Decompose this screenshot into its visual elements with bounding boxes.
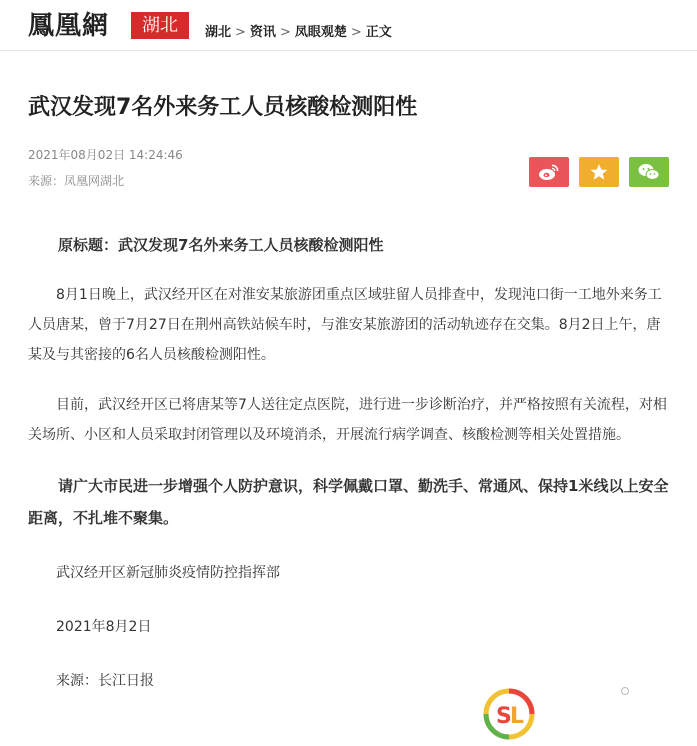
weibo-icon xyxy=(538,162,560,182)
body-paragraph: 目前，武汉经开区已将唐某等7人送往定点医院，进行进一步诊断治疗，并严格按照有关流程，对相关场所、小区和人员采取封闭管理以及环境消杀，开展流行病学调查、核酸检测等相关处置措施。 xyxy=(28,397,667,443)
site-header xyxy=(0,0,697,51)
star-icon xyxy=(589,162,609,182)
article-title: 武汉发现7名外来务工人员核酸检测阳性 xyxy=(28,95,418,120)
breadcrumb-item-column[interactable]: 凤眼观楚 xyxy=(294,25,347,40)
source-paragraph: 来源：长江日报 xyxy=(56,673,154,689)
date-paragraph: 2021年8月2日 xyxy=(56,619,152,635)
publish-date: 2021年08月02日 14:24:46 xyxy=(28,148,183,162)
watermark-logo xyxy=(483,688,535,740)
breadcrumb-separator: > xyxy=(279,25,291,40)
breadcrumb-item-current: 正文 xyxy=(365,25,392,40)
breadcrumb xyxy=(205,21,392,40)
share-weibo-button[interactable] xyxy=(529,157,569,187)
body-paragraph: 8月1日晚上，武汉经开区在对淮安某旅游团重点区域驻留人员排查中，发现沌口街一工地外来务工人员唐某，曾于7月27日在荆州高铁站候车时，与淮安某旅游团的活动轨迹存在交集。8月2日上午，唐某及与其密接的6名人员核酸检测阳性。 xyxy=(28,287,662,363)
notice-paragraph: 请广大市民进一步增强个人防护意识，科学佩戴口罩、勤洗手、常通风、保持1米线以上安全距离，不扎堆不聚集。 xyxy=(28,477,669,527)
breadcrumb-item-hubei[interactable]: 湖北 xyxy=(205,25,232,40)
svg-text:L: L xyxy=(510,704,525,729)
decorative-dot xyxy=(621,687,629,695)
breadcrumb-separator: > xyxy=(350,25,362,40)
article-body xyxy=(28,230,670,696)
breadcrumb-item-news[interactable]: 资讯 xyxy=(249,25,276,40)
region-badge[interactable]: 湖北 xyxy=(131,12,189,39)
original-title-paragraph: 原标题：武汉发现7名外来务工人员核酸检测阳性 xyxy=(58,236,384,254)
article-source: 来源：凤凰网湖北 xyxy=(28,174,125,188)
share-wechat-button[interactable] xyxy=(629,157,669,187)
site-logo[interactable]: 鳳凰網 xyxy=(28,11,110,41)
svg-text:S: S xyxy=(496,704,512,729)
wechat-icon xyxy=(637,162,661,182)
breadcrumb-separator: > xyxy=(235,25,246,40)
favorite-button[interactable] xyxy=(579,157,619,187)
issuer-paragraph: 武汉经开区新冠肺炎疫情防控指挥部 xyxy=(56,565,280,581)
